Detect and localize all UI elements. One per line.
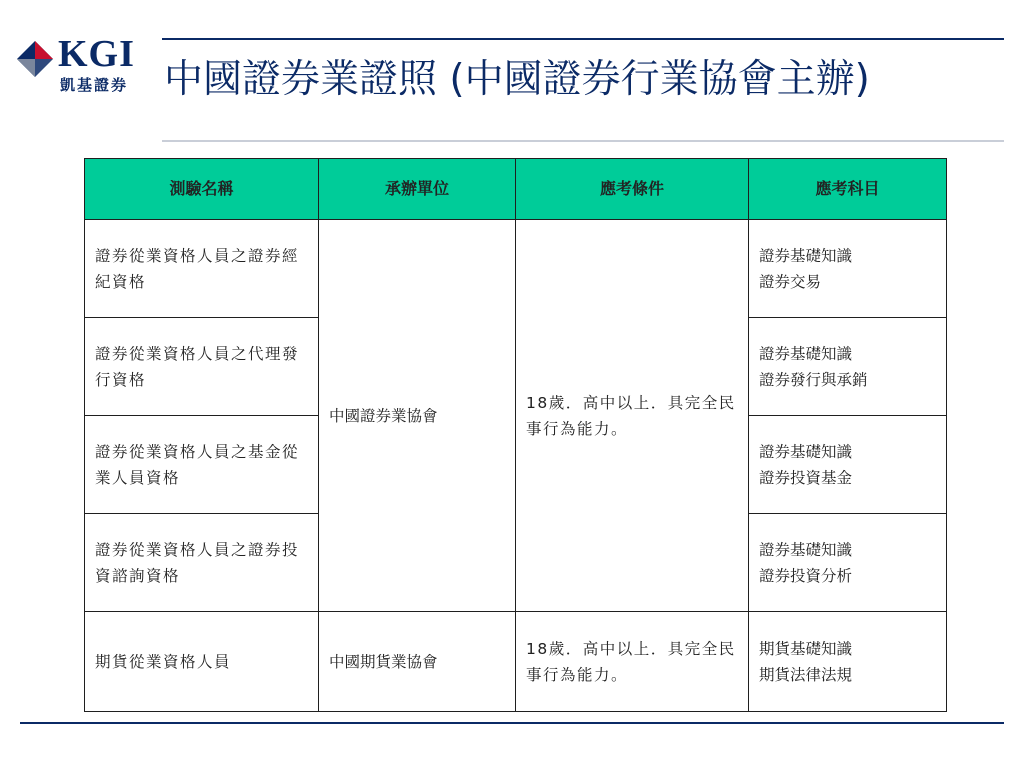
subject-item: 證券基礎知識: [759, 246, 853, 265]
subjects-cell: [749, 318, 947, 416]
title-rule-top: [162, 38, 1004, 40]
subject-item: 期貨法律法規: [759, 665, 853, 684]
subject-item: 證券基礎知識: [759, 344, 853, 363]
exam-name-cell: 證券從業資格人員之基金從業人員資格: [85, 416, 319, 514]
column-header-exam-name: 測驗名稱: [85, 159, 319, 220]
subjects-cell: [749, 612, 947, 712]
table-header-row: [85, 159, 947, 220]
subjects-cell: [749, 220, 947, 318]
title-rule-bottom: [162, 140, 1004, 142]
subjects-cell: [749, 514, 947, 612]
page-title: 中國證券業證照 (中國證券行業協會主辦): [164, 57, 870, 102]
organizer-cell: 中國期貨業協會: [319, 612, 516, 712]
kgi-logo: [14, 33, 144, 98]
logo-text: KGI: [58, 33, 135, 75]
column-header-subjects: 應考科目: [749, 159, 947, 220]
subject-item: 證券投資分析: [759, 566, 853, 585]
exam-name-cell: 證券從業資格人員之證券經紀資格: [85, 220, 319, 318]
footer-rule: [20, 722, 1004, 724]
subject-item: 證券基礎知識: [759, 540, 853, 559]
exam-name-cell: 證券從業資格人員之證券投資諮詢資格: [85, 514, 319, 612]
condition-cell: 18歲．高中以上．具完全民事行為能力。: [516, 612, 749, 712]
subject-item: 證券基礎知識: [759, 442, 853, 461]
subject-item: 證券發行與承銷: [759, 370, 868, 389]
subjects-cell: [749, 416, 947, 514]
logo-subtitle: 凱基證券: [60, 76, 129, 94]
subject-item: 證券投資基金: [759, 468, 853, 487]
column-header-organizer: 承辦單位: [319, 159, 516, 220]
table-row: [85, 612, 947, 712]
certification-table: [84, 158, 947, 712]
subject-item: 期貨基礎知識: [759, 639, 853, 658]
shared-condition-cell: 18歲．高中以上．具完全民事行為能力。: [516, 220, 749, 612]
exam-name-cell: 證券從業資格人員之代理發行資格: [85, 318, 319, 416]
table-row: [85, 220, 947, 318]
exam-name-cell: 期貨從業資格人員: [85, 612, 319, 712]
shared-organizer-cell: 中國證券業協會: [319, 220, 516, 612]
subject-item: 證券交易: [759, 272, 822, 291]
column-header-condition: 應考條件: [516, 159, 749, 220]
kgi-logo-icon: [16, 40, 54, 78]
